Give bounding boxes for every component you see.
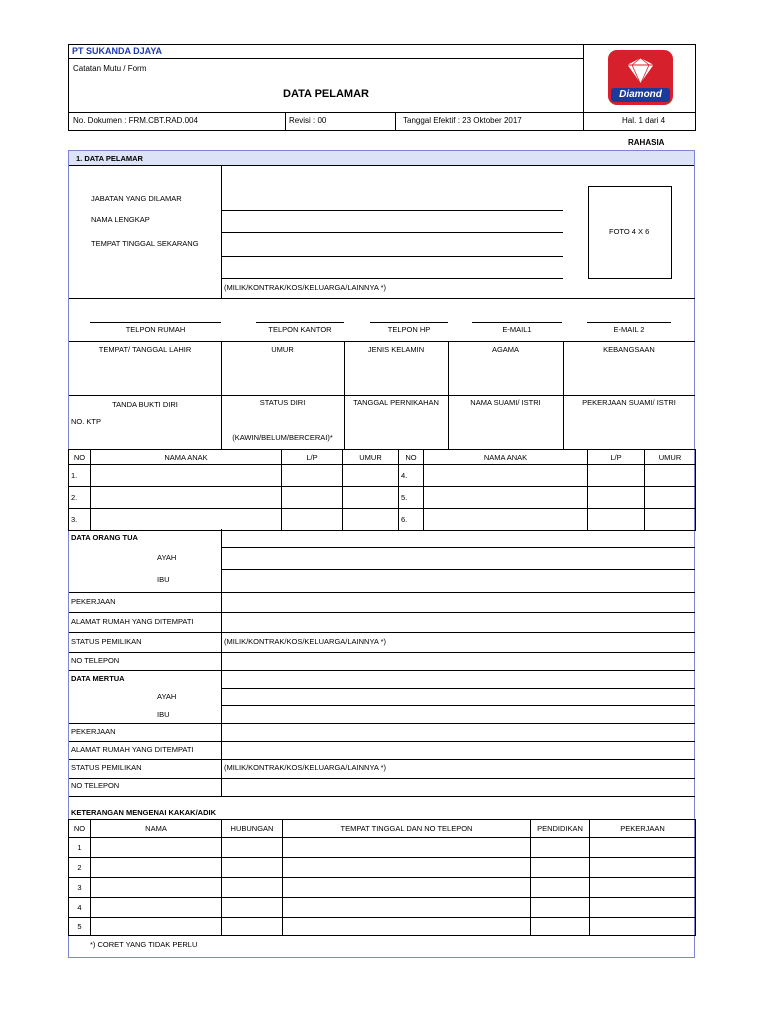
in-laws-status-note: (MILIK/KONTRAK/KOS/KELUARGA/LAINNYA *)	[224, 763, 386, 772]
table-row: 2. 5.	[69, 487, 696, 509]
input-nama-lengkap[interactable]	[223, 212, 561, 231]
label-nama-lengkap: NAMA LENGKAP	[91, 215, 150, 224]
section1-header	[69, 151, 694, 166]
label-in-laws-ibu: IBU	[157, 710, 170, 719]
label-tempat-tinggal: TEMPAT TINGGAL SEKARANG	[91, 239, 199, 248]
label-agama: AGAMA	[491, 345, 520, 354]
table-row: 2	[69, 858, 696, 878]
label-parents-pekerjaan: PEKERJAAN	[71, 597, 116, 606]
label-nama-suami-istri: NAMA SUAMI/ ISTRI	[470, 398, 541, 407]
label-parents-ayah: AYAH	[157, 553, 177, 562]
label-no-ktp: NO. KTP	[71, 417, 102, 426]
effective-date: Tanggal Efektif : 23 Oktober 2017	[403, 116, 522, 125]
label-umur: UMUR	[271, 345, 294, 354]
siblings-table	[68, 819, 696, 936]
label-tanggal-pernikahan: TANGGAL PERNIKAHAN	[353, 398, 439, 407]
label-in-laws-ayah: AYAH	[157, 692, 177, 701]
label-kebangsaan: KEBANGSAAN	[603, 345, 655, 354]
label-parents-alamat: ALAMAT RUMAH YANG DITEMPATI	[71, 617, 194, 626]
table-row: 4	[69, 898, 696, 918]
form-category: Catatan Mutu / Form	[73, 64, 147, 73]
label-in-laws-telepon: NO TELEPON	[71, 781, 120, 790]
section1-title: 1. DATA PELAMAR	[76, 154, 143, 163]
label-in-laws-status: STATUS PEMILIKAN	[71, 763, 142, 772]
input-jabatan[interactable]	[223, 190, 561, 209]
label-email2: E-MAIL 2	[613, 325, 645, 334]
siblings-header-row: NO NAMA HUBUNGAN TEMPAT TINGGAL DAN NO TELEPON PENDIDIKAN PEKERJAAN	[69, 820, 696, 838]
company-name: PT SUKANDA DJAYA	[72, 46, 163, 56]
label-parents-status: STATUS PEMILIKAN	[71, 637, 142, 646]
residence-ownership-note: (MILIK/KONTRAK/KOS/KELUARGA/LAINNYA *)	[224, 283, 386, 292]
revision: Revisi : 00	[289, 116, 327, 125]
page-title: DATA PELAMAR	[283, 88, 369, 100]
label-status-diri: STATUS DIRI	[259, 398, 306, 407]
parents-status-note: (MILIK/KONTRAK/KOS/KELUARGA/LAINNYA *)	[224, 637, 386, 646]
label-in-laws-pekerjaan: PEKERJAAN	[71, 727, 116, 736]
label-jenis-kelamin: JENIS KELAMIN	[367, 345, 425, 354]
parents-title: DATA ORANG TUA	[71, 533, 138, 542]
photo-label: FOTO 4 X 6	[609, 227, 650, 236]
diamond-logo	[608, 50, 673, 105]
table-row: 3	[69, 878, 696, 898]
doc-number: No. Dokumen : FRM.CBT.RAD.004	[73, 116, 198, 125]
table-row: 1	[69, 838, 696, 858]
label-in-laws-alamat: ALAMAT RUMAH YANG DITEMPATI	[71, 745, 194, 754]
children-table	[68, 449, 696, 531]
label-jabatan: JABATAN YANG DILAMAR	[91, 194, 182, 203]
label-pekerjaan-suami-istri: PEKERJAAN SUAMI/ ISTRI	[582, 398, 676, 407]
label-tempat-tanggal-lahir: TEMPAT/ TANGGAL LAHIR	[98, 345, 192, 354]
siblings-title: KETERANGAN MENGENAI KAKAK/ADIK	[71, 808, 217, 817]
label-parents-ibu: IBU	[157, 575, 170, 584]
marital-status-note: (KAWIN/BELUM/BERCERAI)*	[232, 433, 333, 442]
children-header-row: NO NAMA ANAK L/P UMUR NO NAMA ANAK L/P UMUR	[69, 450, 696, 465]
label-parents-telepon: NO TELEPON	[71, 656, 120, 665]
table-row: 1. 4.	[69, 465, 696, 487]
footnote: *) CORET YANG TIDAK PERLU	[90, 940, 198, 949]
table-row: 3. 6.	[69, 509, 696, 531]
page-number: Hal. 1 dari 4	[622, 116, 666, 125]
label-tanda-bukti-diri: TANDA BUKTI DIRI	[112, 400, 178, 409]
label-email1: E-MAIL1	[502, 325, 532, 334]
in-laws-title: DATA MERTUA	[71, 674, 125, 683]
label-telpon-kantor: TELPON KANTOR	[268, 325, 332, 334]
confidential-label: RAHASIA	[628, 138, 665, 147]
logo-text: Diamond	[619, 89, 662, 100]
label-telpon-rumah: TELPON RUMAH	[125, 325, 186, 334]
label-telpon-hp: TELPON HP	[387, 325, 431, 334]
table-row: 5	[69, 918, 696, 936]
input-tempat-tinggal[interactable]	[223, 234, 561, 276]
